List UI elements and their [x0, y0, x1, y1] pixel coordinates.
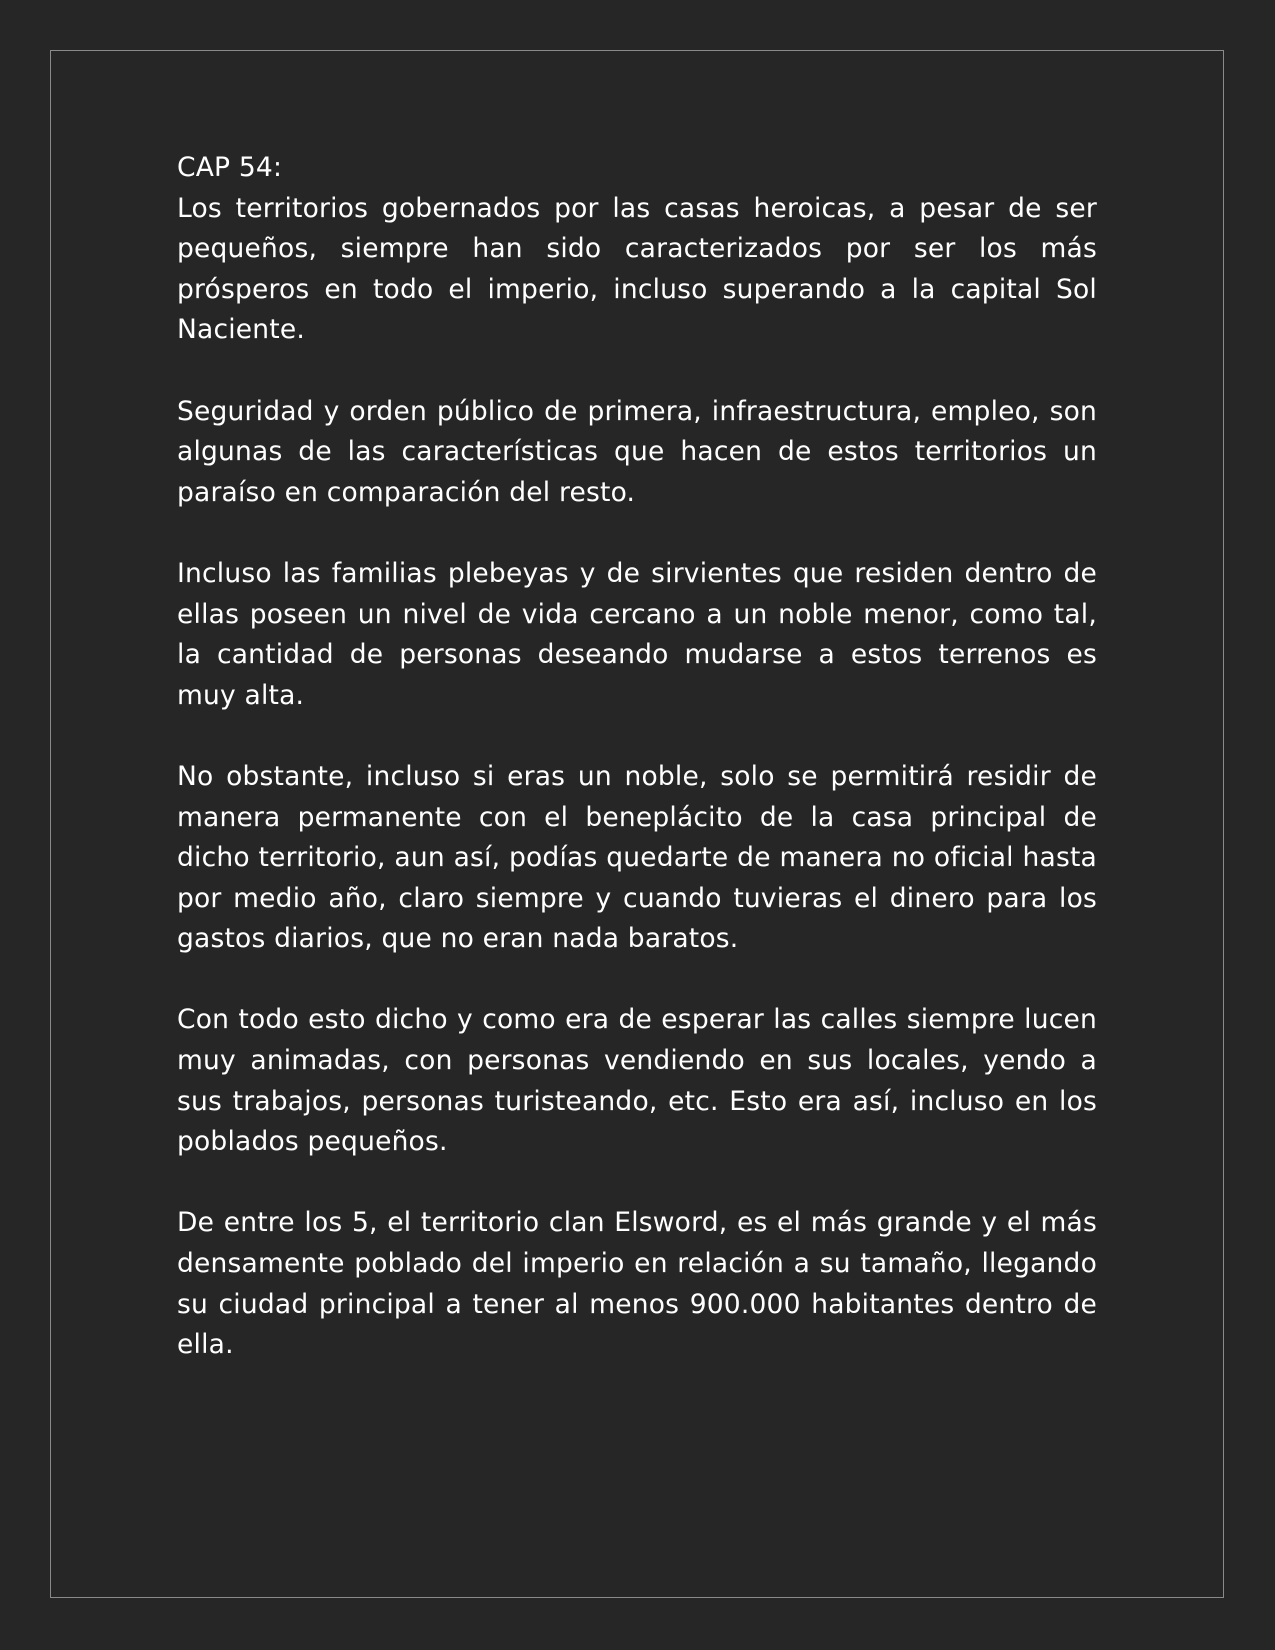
paragraph-3: Incluso las familias plebeyas y de sirvientes que residen dentro de ellas poseen un nivel de vida cercano a un noble menor, como tal, la cantidad de personas deseando mudarse a estos terrenos es muy alta. [177, 557, 1097, 711]
paragraph-6: De entre los 5, el territorio clan Elsword, es el más grande y el más densamente poblado del imperio en relación a su tamaño, llegando su ciudad principal a tener al menos 900.000 habitantes dentro de ella. [177, 1207, 1097, 1361]
paragraph-2: Seguridad y orden público de primera, infraestructura, empleo, son algunas de las características que hacen de estos territorios un paraíso en comparación del resto. [177, 395, 1097, 508]
document-body [177, 148, 1097, 1366]
paragraph-5: Con todo esto dicho y como era de esperar las calles siempre lucen muy animadas, con personas vendiendo en sus locales, yendo a sus trabajos, personas turisteando, etc. Esto era así, incluso en los poblados pequeños. [177, 1004, 1097, 1158]
chapter-title: CAP 54: [177, 152, 283, 183]
paragraph-1: Los territorios gobernados por las casas heroicas, a pesar de ser pequeños, siempre han sido caracterizados por ser los más prósperos en todo el imperio, incluso superando a la capital Sol Naciente. [177, 192, 1097, 346]
paragraph-4: No obstante, incluso si eras un noble, solo se permitirá residir de manera permanente con el beneplácito de la casa principal de dicho territorio, aun así, podías quedarte de manera no oficial hasta por medio año, claro siempre y cuando tuvieras el dinero para los gastos diarios, que no eran nada baratos. [177, 760, 1097, 955]
